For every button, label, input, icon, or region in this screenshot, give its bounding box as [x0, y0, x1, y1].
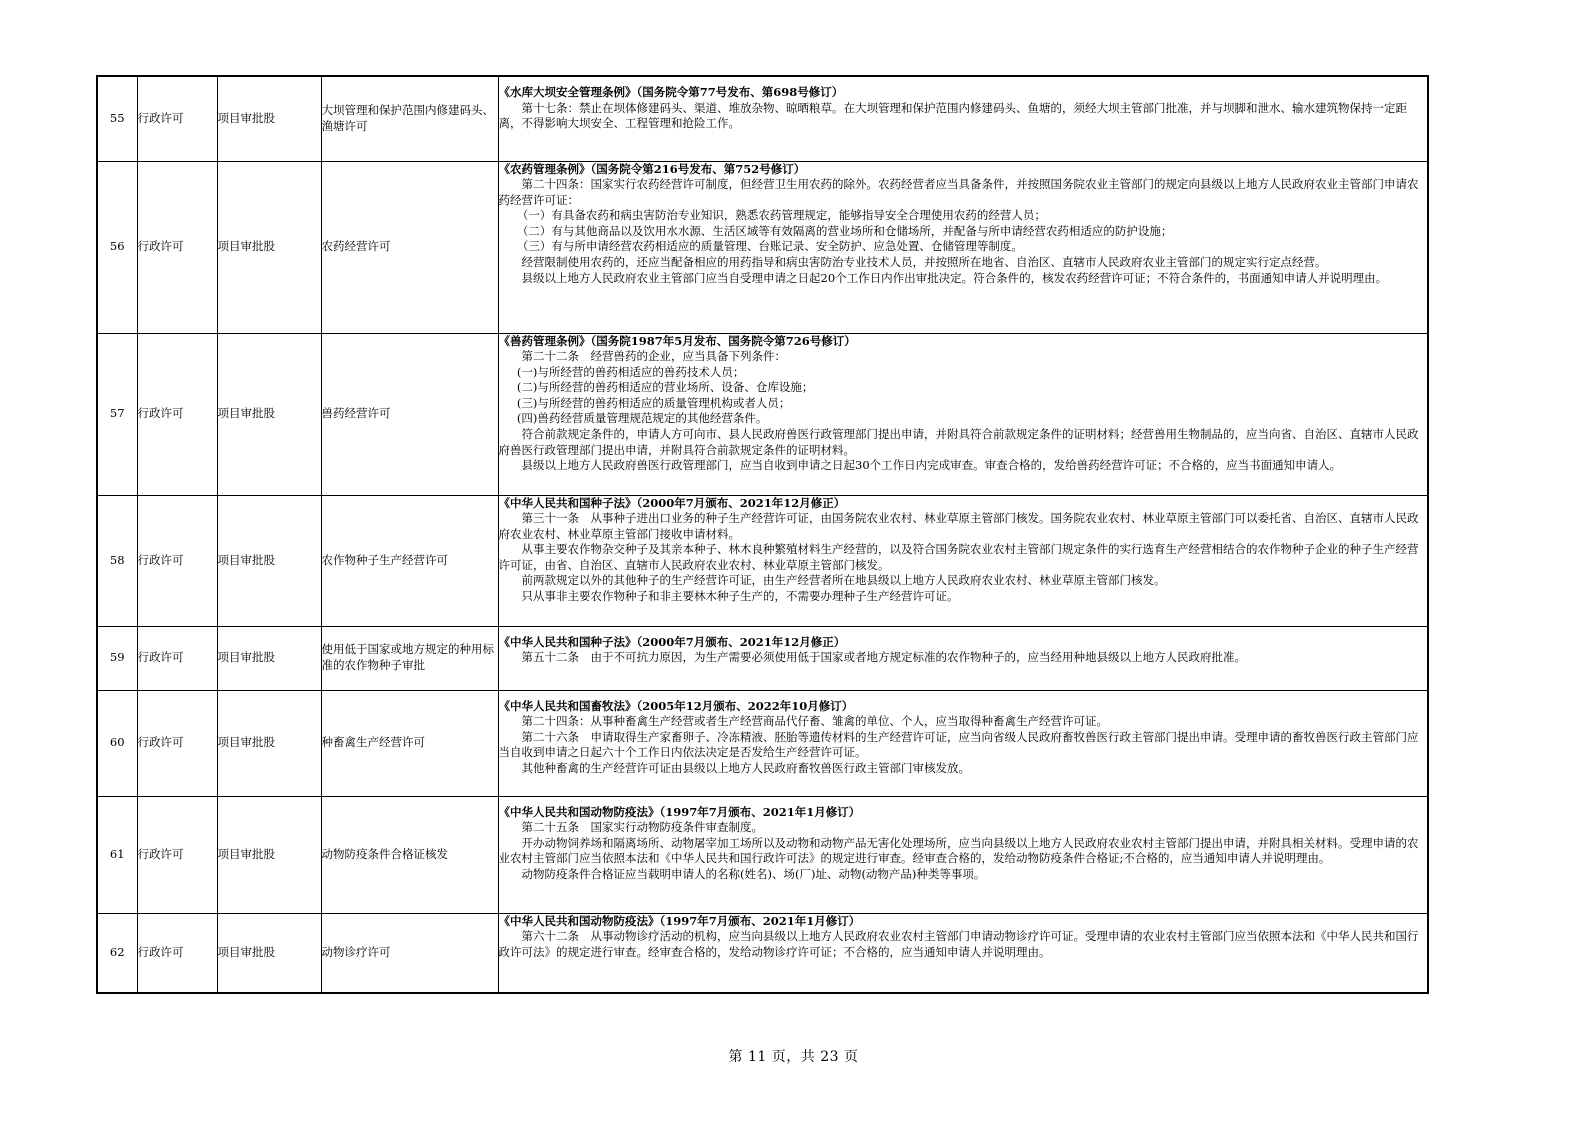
- legal-basis-cell: [498, 913, 1428, 993]
- law-paragraph: 县级以上地方人民政府农业主管部门应当自受理申请之日起20个工作日内作出审批决定。符合条件的，核发农药经营许可证；不符合条件的，书面通知申请人并说明理由。: [521, 270, 1388, 285]
- law-paragraph: （一）有具备农药和病虫害防治专业知识，熟悉农药管理规定，能够指导安全合理使用农药的经营人员；: [516, 208, 1046, 223]
- law-paragraph: （二）有与其他商品以及饮用水水源、生活区域等有效隔离的营业场所和仓储场所，并配备与所申请经营农药相适应的防护设施；: [516, 223, 1173, 238]
- cell-spacer: [499, 797, 1428, 805]
- department-cell: 项目审批股: [217, 913, 321, 993]
- table-row: [97, 690, 1428, 796]
- legal-basis-cell: [498, 690, 1428, 796]
- table-row: [97, 161, 1428, 333]
- law-title: 《农药管理条例》（国务院令第216号发布、第752号修订）: [498, 161, 806, 176]
- department-cell: 项目审批股: [217, 626, 321, 690]
- law-title: 《中华人民共和国种子法》（2000年7月颁布、2021年12月修正）: [498, 495, 846, 510]
- law-paragraph: 符合前款规定条件的，申请人方可向市、县人民政府兽医行政管理部门提出申请，并附具符合前款规定条件的证明材料；经营兽用生物制品的，应当向省、自治区、直辖市人民政府兽医行政管理部门提出申请，并附具符合前款规定条件的证明材料。: [498, 427, 1419, 457]
- law-paragraph: 第三十一条 从事种子进出口业务的种子生产经营许可证，由国务院农业农村、林业草原主管部门核发。国务院农业农村、林业草原主管部门可以委托省、自治区、直辖市人民政府农业农村、林业草原主管部门接收申请材料。: [498, 511, 1419, 541]
- category-cell: 行政许可: [137, 495, 217, 626]
- cell-spacer: [499, 627, 1428, 635]
- category-cell: 行政许可: [137, 913, 217, 993]
- category-cell: 行政许可: [137, 690, 217, 796]
- category-cell: 行政许可: [137, 626, 217, 690]
- table-row: [97, 626, 1428, 690]
- law-paragraph: 第六十二条 从事动物诊疗活动的机构，应当向县级以上地方人民政府农业农村主管部门申请动物诊疗许可证。受理申请的农业农村主管部门应当依照本法和《中华人民共和国行政许可法》的规定进行审查。经审查合格的，发给动物诊疗许可证；不合格的，应当通知申请人并说明理由。: [498, 929, 1419, 959]
- category-cell: 行政许可: [137, 76, 217, 161]
- law-paragraph: 第十七条：禁止在坝体修建码头、渠道、堆放杂物、晾晒粮草。在大坝管理和保护范围内修建码头、鱼塘的，须经大坝主管部门批准，并与坝脚和泄水、输水建筑物保持一定距离，不得影响大坝安全、工程管理和抢险工作。: [498, 100, 1407, 131]
- law-paragraph: (四)兽药经营质量管理规范规定的其他经营条件。: [516, 411, 768, 426]
- law-paragraph: 第二十四条：国家实行农药经营许可制度，但经营卫生用农药的除外。农药经营者应当具备条件，并按照国务院农业主管部门的规定向县级以上地方人民政府农业主管部门申请农药经营许可证：: [498, 177, 1419, 207]
- law-paragraph: (三)与所经营的兽药相适应的质量管理机构或者人员；: [516, 395, 791, 410]
- item-name-cell: 使用低于国家或地方规定的种用标准的农作物种子审批: [321, 626, 498, 690]
- law-title: 《中华人民共和国动物防疫法》（1997年7月颁布、2021年1月修订）: [498, 804, 861, 819]
- law-paragraph: 第二十五条 国家实行动物防疫条件审查制度。: [521, 820, 763, 835]
- page-footer: 第 11 页，共 23 页: [728, 1049, 859, 1065]
- legal-basis-cell: [498, 495, 1428, 626]
- law-paragraph: 第二十四条：从事种畜禽生产经营或者生产经营商品代仔畜、雏禽的单位、个人，应当取得种畜禽生产经营许可证。: [521, 714, 1108, 729]
- table-row: [97, 796, 1428, 913]
- table-row: [97, 76, 1428, 161]
- row-number-cell: 60: [97, 690, 137, 796]
- law-paragraph: (二)与所经营的兽药相适应的营业场所、设备、仓库设施；: [516, 380, 814, 395]
- item-name-cell: 农作物种子生产经营许可: [321, 495, 498, 626]
- legal-basis-cell: [498, 796, 1428, 913]
- category-cell: 行政许可: [137, 333, 217, 495]
- row-number-cell: 58: [97, 495, 137, 626]
- law-paragraph: 经营限制使用农药的，还应当配备相应的用药指导和病虫害防治专业技术人员，并按照所在地省、自治区、直辖市人民政府农业主管部门的规定实行定点经营。: [521, 255, 1327, 270]
- legal-basis-cell: [498, 333, 1428, 495]
- department-cell: 项目审批股: [217, 76, 321, 161]
- department-cell: 项目审批股: [217, 495, 321, 626]
- table-row: [97, 333, 1428, 495]
- law-paragraph: 开办动物饲养场和隔离场所、动物屠宰加工场所以及动物和动物产品无害化处理场所，应当向县级以上地方人民政府农业农村主管部门提出申请，并附具相关材料。受理申请的农业农村主管部门应当依照本法和《中华人民共和国行政许可法》的规定进行审查。经审查合格的，发给动物防疫条件合格证;不合格的，应当通知申请人并说明理由。: [498, 835, 1419, 866]
- department-cell: 项目审批股: [217, 161, 321, 333]
- row-number-cell: 57: [97, 333, 137, 495]
- item-name-cell: 种畜禽生产经营许可: [321, 690, 498, 796]
- permit-table-body: [97, 76, 1428, 993]
- law-paragraph: 其他种畜禽的生产经营许可证由县级以上地方人民政府畜牧兽医行政主管部门审核发放。: [521, 760, 970, 775]
- law-paragraph: （三）有与所申请经营农药相适应的质量管理、台账记录、安全防护、应急处置、仓储管理等制度。: [516, 239, 1023, 254]
- law-title: 《水库大坝安全管理条例》（国务院令第77号发布、第698号修订）: [498, 85, 844, 99]
- legal-basis-cell: [498, 161, 1428, 333]
- item-name-cell: 农药经营许可: [321, 161, 498, 333]
- table-row: [97, 495, 1428, 626]
- row-number-cell: 55: [97, 76, 137, 161]
- row-number-cell: 62: [97, 913, 137, 993]
- law-title: 《兽药管理条例》（国务院1987年5月发布、国务院令第726号修订）: [498, 333, 856, 348]
- law-paragraph: 县级以上地方人民政府兽医行政管理部门，应当自收到申请之日起30个工作日内完成审查。审查合格的，发给兽药经营许可证；不合格的，应当书面通知申请人。: [521, 458, 1342, 473]
- legal-basis-cell: [498, 76, 1428, 161]
- law-title: 《中华人民共和国畜牧法》（2005年12月颁布、2022年10月修订）: [498, 698, 854, 713]
- item-name-cell: 大坝管理和保护范围内修建码头、渔塘许可: [321, 76, 498, 161]
- row-number-cell: 56: [97, 161, 137, 333]
- category-cell: 行政许可: [137, 796, 217, 913]
- department-cell: 项目审批股: [217, 333, 321, 495]
- row-number-cell: 59: [97, 626, 137, 690]
- law-paragraph: 第二十二条 经营兽药的企业，应当具备下列条件：: [521, 349, 786, 364]
- category-cell: 行政许可: [137, 161, 217, 333]
- table-row: [97, 913, 1428, 993]
- law-paragraph: 从事主要农作物杂交种子及其亲本种子、林木良种繁殖材料生产经营的，以及符合国务院农业农村主管部门规定条件的实行选育生产经营相结合的农作物种子企业的种子生产经营许可证，由省、自治区、直辖市人民政府农业农村、林业草原主管部门核发。: [498, 542, 1419, 572]
- law-title: 《中华人民共和国种子法》（2000年7月颁布、2021年12月修正）: [498, 634, 846, 649]
- legal-basis-cell: [498, 626, 1428, 690]
- department-cell: 项目审批股: [217, 796, 321, 913]
- cell-spacer: [499, 691, 1428, 699]
- law-paragraph: 动物防疫条件合格证应当载明申请人的名称(姓名)、场(厂)址、动物(动物产品)种类等事项。: [521, 866, 986, 881]
- department-cell: 项目审批股: [217, 690, 321, 796]
- permit-table: [96, 75, 1429, 994]
- law-paragraph: (一)与所经营的兽药相适应的兽药技术人员；: [516, 364, 745, 379]
- row-number-cell: 61: [97, 796, 137, 913]
- law-title: 《中华人民共和国动物防疫法》（1997年7月颁布、2021年1月修订）: [498, 913, 861, 928]
- cell-spacer: [499, 77, 1428, 85]
- item-name-cell: 兽药经营许可: [321, 333, 498, 495]
- law-paragraph: 前两款规定以外的其他种子的生产经营许可证，由生产经营者所在地县级以上地方人民政府农业农村、林业草原主管部门核发。: [521, 573, 1166, 588]
- item-name-cell: 动物防疫条件合格证核发: [321, 796, 498, 913]
- law-paragraph: 只从事非主要农作物种子和非主要林木种子生产的，不需要办理种子生产经营许可证。: [521, 589, 959, 604]
- law-paragraph: 第五十二条 由于不可抗力原因，为生产需要必须使用低于国家或者地方规定标准的农作物种子的，应当经用种地县级以上地方人民政府批准。: [521, 650, 1246, 665]
- law-paragraph: 第二十六条 申请取得生产家畜卵子、冷冻精液、胚胎等遗传材料的生产经营许可证，应当向省级人民政府畜牧兽医行政主管部门提出申请。受理申请的畜牧兽医行政主管部门应当自收到申请之日起六十个工作日内依法决定是否发给生产经营许可证。: [498, 729, 1419, 760]
- item-name-cell: 动物诊疗许可: [321, 913, 498, 993]
